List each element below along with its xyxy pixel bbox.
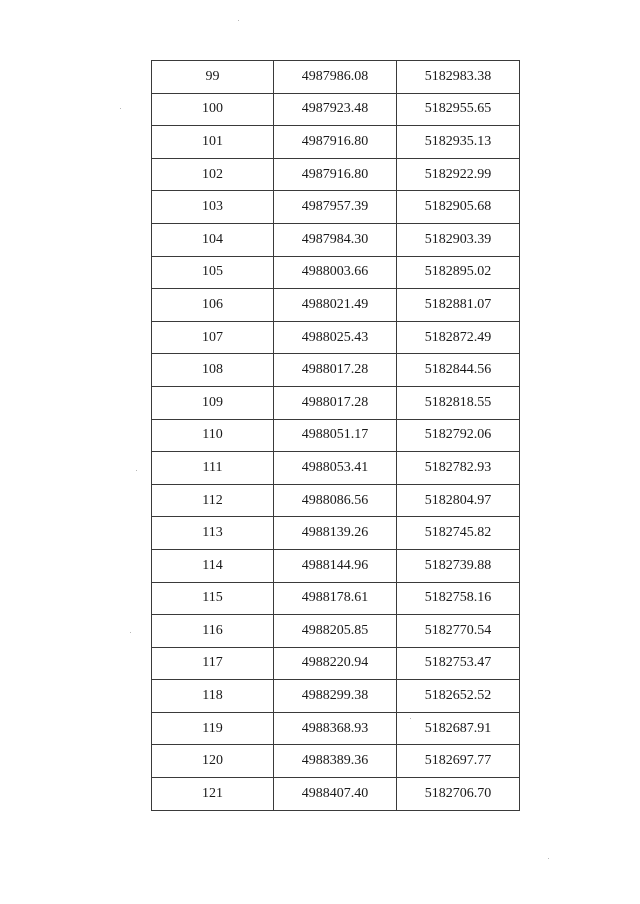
table-row (152, 419, 520, 452)
y-coordinate-cell: 5182687.91 (397, 712, 520, 745)
y-coordinate-cell: 5182818.55 (397, 386, 520, 419)
x-coordinate-cell: 4987986.08 (274, 61, 397, 94)
y-coordinate-cell: 5182652.52 (397, 680, 520, 713)
point-number-cell: 104 (152, 223, 274, 256)
y-coordinate-cell: 5182983.38 (397, 61, 520, 94)
x-coordinate-cell: 4988407.40 (274, 778, 397, 811)
y-coordinate-cell: 5182770.54 (397, 615, 520, 648)
x-coordinate-cell: 4987916.80 (274, 126, 397, 159)
table-row (152, 680, 520, 713)
y-coordinate-cell: 5182782.93 (397, 452, 520, 485)
y-coordinate-cell: 5182753.47 (397, 647, 520, 680)
table-row (152, 223, 520, 256)
y-coordinate-cell: 5182745.82 (397, 517, 520, 550)
scan-speck (238, 20, 239, 21)
table-row (152, 712, 520, 745)
x-coordinate-cell: 4987916.80 (274, 158, 397, 191)
point-number-cell: 116 (152, 615, 274, 648)
x-coordinate-cell: 4988144.96 (274, 549, 397, 582)
point-number-cell: 103 (152, 191, 274, 224)
table-row (152, 191, 520, 224)
y-coordinate-cell: 5182922.99 (397, 158, 520, 191)
y-coordinate-cell: 5182881.07 (397, 289, 520, 322)
x-coordinate-cell: 4988086.56 (274, 484, 397, 517)
y-coordinate-cell: 5182903.39 (397, 223, 520, 256)
point-number-cell: 119 (152, 712, 274, 745)
point-number-cell: 117 (152, 647, 274, 680)
x-coordinate-cell: 4988389.36 (274, 745, 397, 778)
x-coordinate-cell: 4988003.66 (274, 256, 397, 289)
table-row (152, 158, 520, 191)
point-number-cell: 111 (152, 452, 274, 485)
scan-speck (120, 108, 121, 109)
point-number-cell: 121 (152, 778, 274, 811)
y-coordinate-cell: 5182844.56 (397, 354, 520, 387)
table-row (152, 517, 520, 550)
point-number-cell: 99 (152, 61, 274, 94)
y-coordinate-cell: 5182905.68 (397, 191, 520, 224)
table-row (152, 615, 520, 648)
y-coordinate-cell: 5182706.70 (397, 778, 520, 811)
y-coordinate-cell: 5182895.02 (397, 256, 520, 289)
point-number-cell: 110 (152, 419, 274, 452)
scan-speck (130, 632, 131, 633)
point-number-cell: 107 (152, 321, 274, 354)
x-coordinate-cell: 4988139.26 (274, 517, 397, 550)
table-row (152, 386, 520, 419)
x-coordinate-cell: 4988299.38 (274, 680, 397, 713)
table-row (152, 778, 520, 811)
x-coordinate-cell: 4988025.43 (274, 321, 397, 354)
x-coordinate-cell: 4988017.28 (274, 386, 397, 419)
x-coordinate-cell: 4987923.48 (274, 93, 397, 126)
x-coordinate-cell: 4988017.28 (274, 354, 397, 387)
point-number-cell: 100 (152, 93, 274, 126)
x-coordinate-cell: 4987957.39 (274, 191, 397, 224)
y-coordinate-cell: 5182697.77 (397, 745, 520, 778)
table-row (152, 256, 520, 289)
point-number-cell: 101 (152, 126, 274, 159)
table-row (152, 549, 520, 582)
table-row (152, 484, 520, 517)
point-number-cell: 112 (152, 484, 274, 517)
x-coordinate-cell: 4988220.94 (274, 647, 397, 680)
point-number-cell: 106 (152, 289, 274, 322)
x-coordinate-cell: 4988051.17 (274, 419, 397, 452)
x-coordinate-cell: 4988178.61 (274, 582, 397, 615)
x-coordinate-cell: 4987984.30 (274, 223, 397, 256)
x-coordinate-cell: 4988053.41 (274, 452, 397, 485)
table-row (152, 126, 520, 159)
x-coordinate-cell: 4988205.85 (274, 615, 397, 648)
point-number-cell: 113 (152, 517, 274, 550)
coordinate-table (151, 60, 520, 811)
scan-speck (410, 718, 411, 719)
point-number-cell: 115 (152, 582, 274, 615)
table-row (152, 745, 520, 778)
y-coordinate-cell: 5182804.97 (397, 484, 520, 517)
y-coordinate-cell: 5182955.65 (397, 93, 520, 126)
x-coordinate-cell: 4988021.49 (274, 289, 397, 322)
table-row (152, 452, 520, 485)
table-row (152, 289, 520, 322)
table-row (152, 61, 520, 94)
point-number-cell: 109 (152, 386, 274, 419)
table-row (152, 354, 520, 387)
coordinate-table-body (152, 61, 520, 811)
table-row (152, 321, 520, 354)
y-coordinate-cell: 5182792.06 (397, 419, 520, 452)
y-coordinate-cell: 5182872.49 (397, 321, 520, 354)
scan-speck (136, 470, 137, 471)
table-row (152, 647, 520, 680)
point-number-cell: 108 (152, 354, 274, 387)
point-number-cell: 114 (152, 549, 274, 582)
y-coordinate-cell: 5182739.88 (397, 549, 520, 582)
point-number-cell: 120 (152, 745, 274, 778)
point-number-cell: 105 (152, 256, 274, 289)
x-coordinate-cell: 4988368.93 (274, 712, 397, 745)
table-row (152, 93, 520, 126)
y-coordinate-cell: 5182758.16 (397, 582, 520, 615)
table-row (152, 582, 520, 615)
scan-speck (548, 858, 549, 859)
point-number-cell: 118 (152, 680, 274, 713)
point-number-cell: 102 (152, 158, 274, 191)
y-coordinate-cell: 5182935.13 (397, 126, 520, 159)
